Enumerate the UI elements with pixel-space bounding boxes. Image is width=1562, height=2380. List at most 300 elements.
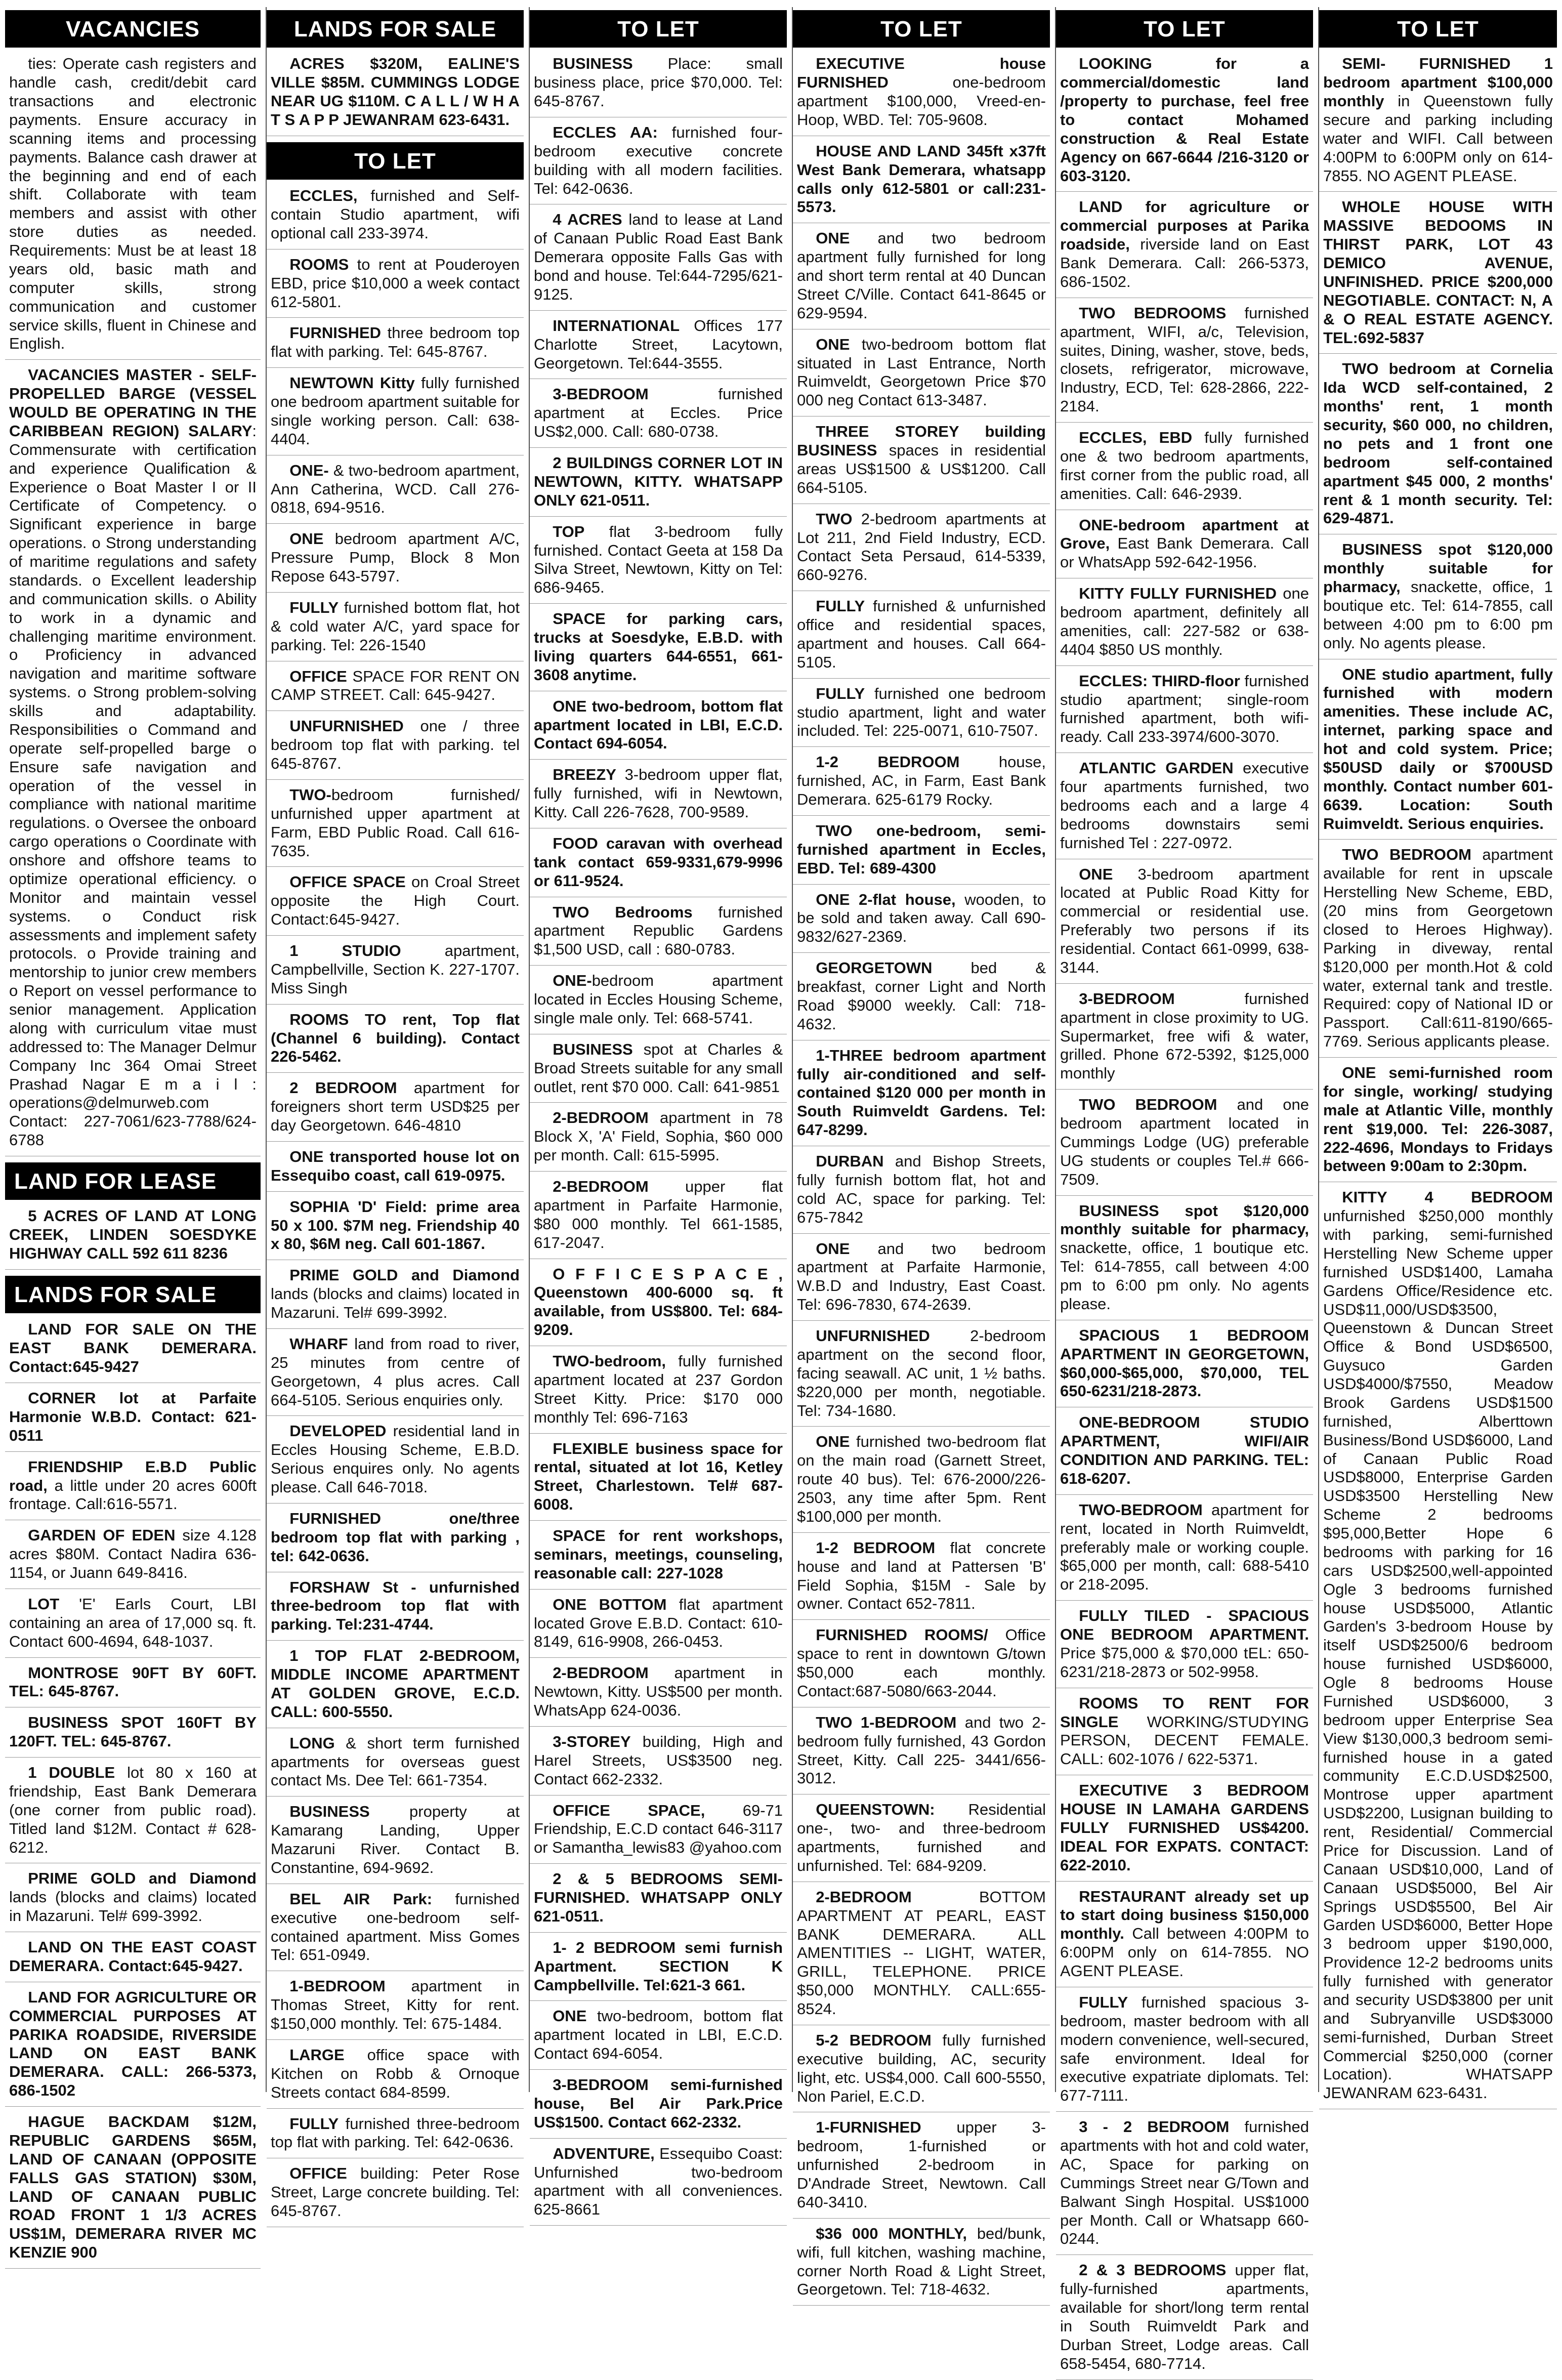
ad-body: apartment for rent, located in North Ruimveldt, preferably male or working couple. $65,000 per month, call: 688-5410 or 218-2095. <box>1060 1500 1309 1594</box>
classified-ad <box>5 2113 261 2269</box>
ad-body: lot 80 x 160 at friendship, East Bank Demerara (one corner from public road). Titled land $12M. Contact # 628-6212. <box>9 1764 257 1856</box>
ad-body: office space with Kitchen on Robb & Ornoque Streets contact 684-8599. <box>271 2045 520 2101</box>
ad-body: snackette, office, 1 boutique etc. Tel: 614-7855, call between 4:00 pm to 6:00 pm only. No agents please. <box>1060 1239 1309 1313</box>
ad-lead: 5-2 BEDROOM <box>816 2031 932 2049</box>
classified-ad <box>530 523 787 604</box>
ad-lead: KITTY 4 BEDROOM <box>1342 1188 1553 1206</box>
ad-lead: EXECUTIVE house FURNISHED <box>797 55 1046 92</box>
classified-ad <box>793 822 1050 885</box>
classified-ad <box>1056 759 1313 859</box>
classified-ad <box>793 229 1050 329</box>
ad-lead: WHOLE HOUSE WITH MASSIVE BEDOOMS IN THIRST PARK, LOT 43 DEMICO AVENUE, UNFINISHED. PRICE $200,000 NEGOTIABLE. CONTACT: N, A & O REAL ESTATE AGENCY. TEL:692-5837 <box>1323 198 1553 347</box>
classified-ad <box>5 1526 261 1589</box>
ad-body: Office space to rent in downtown G/town $50,000 each monthly. Contact:687-5080/663-2044. <box>797 1626 1046 1700</box>
classified-ad <box>793 1626 1050 1707</box>
ad-lead: 1-BEDROOM <box>289 1977 386 1995</box>
ad-lead: FULLY <box>816 684 865 702</box>
classified-ad <box>793 1801 1050 1882</box>
classified-ad <box>793 959 1050 1040</box>
classified-ad <box>267 530 524 593</box>
ad-body: apartment for foreigners short term USD$25 per day Georgetown. 646-4810 <box>271 1079 520 1135</box>
classified-ad <box>5 1320 261 1383</box>
classified-ad <box>530 2007 787 2070</box>
ad-body: 2-bedroom apartments at Lot 211, 2nd Field Industry, ECD. Contact Seta Persaud, 614-5339, 660-9276. <box>797 510 1046 584</box>
ad-lead: INTERNATIONAL <box>553 316 680 335</box>
classified-ad <box>5 1207 261 1270</box>
ad-lead: 4 ACRES <box>553 211 622 229</box>
ad-body: size 4.128 acres $80M. Contact Nadira 636-1154, or Juann 649-8416. <box>9 1526 257 1582</box>
ad-lead: FULLY <box>816 597 865 615</box>
ad-body: Residential one-, two- and three-bedroom apartments, furnished and unfurnished. Tel: 684-9209. <box>797 1801 1046 1874</box>
ad-lead: ATLANTIC GARDEN <box>1079 759 1234 777</box>
classified-ad <box>793 55 1050 136</box>
ad-body: 69-71 Friendship, E.C.D contact 646-3117 or Samantha_lewis83 @yahoo.com <box>534 1801 783 1857</box>
classified-ad <box>530 1939 787 2001</box>
column-3 <box>529 7 787 2219</box>
ad-lead: TOP <box>553 522 585 540</box>
ad-lead: TWO <box>816 510 853 528</box>
classified-ad <box>793 597 1050 679</box>
classified-ad <box>793 1152 1050 1234</box>
ad-lead: PRIME GOLD and Diamond <box>28 1869 257 1888</box>
section-header: TO LET <box>1319 10 1557 48</box>
ad-lead: TWO BEDROOM <box>1342 846 1471 864</box>
ad-lead: FULLY <box>289 2114 339 2133</box>
section-header: TO LET <box>793 10 1050 48</box>
ad-lead: BUSINESS <box>289 1803 370 1821</box>
ad-body: and Bishop Streets, fully furnish bottom flat, hot and cold AC, space for parking. Tel: 675-7842 <box>797 1152 1046 1226</box>
ad-lead: ECCLES, <box>289 187 358 205</box>
ad-lead: SPACE for parking cars, trucks at Soesdyke, E.B.D. with living quarters 644-6551, 661-3608 anytime. <box>534 610 783 684</box>
classified-ad <box>530 1040 787 1103</box>
ad-lead: 3-BEDROOM <box>1079 989 1175 1008</box>
ad-body: furnished apartments with hot and cold water, AC, Space for parking on Cummings Street near G/Town and Balwant Singh Hospital. US$1000 per Month. Call or Whatsapp 660-0244. <box>1060 2118 1310 2248</box>
ad-lead: BUSINESS spot $120,000 monthly suitable for pharmacy, <box>1060 1201 1309 1238</box>
ad-body: Essequibo Coast: Unfurnished two-bedroom apartment with all conveniences. 625-8661 <box>534 2144 783 2219</box>
classified-ad <box>5 366 261 1156</box>
classified-ad <box>1319 846 1557 1058</box>
ad-lead: SEMI- FURNISHED 1 bedroom apartment $100,000 monthly <box>1323 55 1553 110</box>
ad-lead: RESTAURANT already set up to start doing business $150,000 monthly. <box>1060 1887 1309 1943</box>
ad-lead: HAGUE BACKDAM $12M, REPUBLIC GARDENS $65M, LAND OF CANAAN (OPPOSITE FALLS GAS STATION) $30M, LAND OF CANAAN PUBLIC ROAD FRONT 1 1/3 ACRES US$1M, DEMERARA RIVER MC KENZIE 900 <box>9 2113 257 2262</box>
ad-body: two-bedroom bottom flat situated in Last Entrance, North Ruimveldt, Georgetown Price $70 000 neg Contact 613-3487. <box>797 335 1046 409</box>
classified-ad <box>267 1890 524 1972</box>
classified-ad <box>793 336 1050 417</box>
classified-ad <box>1319 198 1557 354</box>
classified-ad <box>1319 540 1557 659</box>
ad-body: Call between 4:00PM to 6:00PM only on 614-7855. NO AGENT PLEASE. <box>1060 1925 1309 1980</box>
classified-ad <box>1319 1064 1557 1182</box>
classified-ad <box>1056 672 1313 754</box>
ad-lead: FURNISHED one/three bedroom top flat with parking , tel: 642-0636. <box>271 1509 520 1565</box>
ad-lead: BUSINESS spot $120,000 monthly suitable for pharmacy, <box>1323 540 1553 596</box>
ad-lead: TWO BEDROOM <box>1079 1096 1217 1114</box>
classified-ad <box>1056 2261 1313 2379</box>
classified-ad <box>530 1178 787 1259</box>
ad-body: furnished apartment Republic Gardens $1,500 USD, call : 680-0783. <box>534 903 783 958</box>
ad-body: to rent at Pouderoyen EBD, price $10,000 a week contact 612-5801. <box>271 255 520 311</box>
ad-lead: ADVENTURE, <box>553 2144 655 2162</box>
ad-lead: NEWTOWN Kitty <box>289 374 415 392</box>
classified-ad <box>1056 516 1313 579</box>
ad-body: spot at Charles & Broad Streets suitable for any small outlet, rent $70 000. Call: 641-9851 <box>534 1040 783 1096</box>
classified-ad <box>793 753 1050 816</box>
ad-lead: OFFICE <box>289 667 347 685</box>
ad-body: bed/bunk, wifi, full kitchen, washing machine, corner North Road & Light Street, Georgetown. Tel: 718-4632. <box>797 2224 1046 2299</box>
classified-ad <box>793 1539 1050 1620</box>
section-header: TO LET <box>1056 10 1313 48</box>
ad-lead: TWO-bedroom, <box>553 1352 666 1370</box>
ad-body: fully furnished one bedroom apartment suitable for single working person. Call: 638-4404. <box>271 374 520 448</box>
ad-body: and two 2-bedroom fully furnished, 43 Gordon Street, Kitty. Call 225- 3441/656-3012. <box>797 1713 1046 1787</box>
ad-lead: 2-BEDROOM <box>816 1888 912 1906</box>
ad-body: furnished studio apartment; single-room furnished apartment, both wifi-ready. Call 233-3974/600-3070. <box>1060 672 1309 746</box>
classified-ad <box>1056 1993 1313 2112</box>
ad-lead: 2 & 3 BEDROOMS <box>1079 2261 1227 2279</box>
classified-ad <box>1056 584 1313 666</box>
ad-lead: 1 DOUBLE <box>28 1764 115 1782</box>
ad-lead: ONE 2-flat house, <box>816 890 956 908</box>
ad-body: apartment available for rent in upscale Herstelling New Scheme, EBD, (20 mins from Georgetown closed to Heroes Highway). Parking in diveway, rental $120,000 per month.Hot & cold water, external tank and trestle. Required: copy of National ID or Passport. Call:611-8190/665-7769. Serious applicants please. <box>1323 846 1553 1051</box>
ad-body: bed & breakfast, corner Light and North Road $9000 weekly. Call: 718-4632. <box>797 959 1046 1033</box>
classified-ad <box>793 2031 1050 2113</box>
ad-body: furnished three-bedroom top flat with parking. Tel: 642-0636. <box>271 2114 520 2151</box>
classified-ad <box>530 766 787 828</box>
ad-body: snackette, office, 1 boutique etc. Tel: 614-7855, call between 4:00 pm to 6:00 pm only. No agents please. <box>1323 578 1553 652</box>
classified-ad <box>5 1988 261 2107</box>
ad-body: 3-bedroom apartment located at Public Road Kitty for commercial or residential use. Preferably two persons if its residential. Contact 661-0999, 638-3144. <box>1060 865 1309 976</box>
ad-lead: GARDEN OF EDEN <box>28 1526 176 1544</box>
ad-lead: FURNISHED ROOMS/ <box>816 1626 988 1644</box>
ad-lead: BUSINESS SPOT 160FT BY 120FT. TEL: 645-8767. <box>9 1714 257 1750</box>
ad-lead: TWO BEDROOMS <box>1079 304 1227 322</box>
classified-ad <box>530 903 787 966</box>
ad-lead: PRIME GOLD and Diamond <box>289 1266 520 1284</box>
ad-lead: 2-BEDROOM <box>553 1178 649 1196</box>
classified-ad <box>1056 1694 1313 1776</box>
ad-lead: BUSINESS <box>553 55 633 73</box>
ad-body: East Bank Demerara. Call or WhatsApp 592-642-1956. <box>1060 534 1309 571</box>
classified-ad <box>793 2118 1050 2218</box>
classified-ad <box>530 1265 787 1347</box>
classified-ad <box>267 2046 524 2109</box>
ad-body: SPACE FOR RENT ON CAMP STREET. Call: 645-9427. <box>271 667 520 704</box>
classified-ad <box>530 2076 787 2139</box>
ad-lead: SOPHIA 'D' Field: prime area 50 x 100. $7M neg. Friendship 40 x 80, $6M neg. Call 601-1867. <box>271 1197 520 1253</box>
classified-ad <box>530 834 787 897</box>
ad-lead: LOT <box>28 1595 60 1613</box>
ad-body: Place: small business place, price $70,000. Tel: 645-8767. <box>534 55 783 110</box>
classified-ad <box>267 462 524 524</box>
ad-lead: ONE BOTTOM <box>553 1595 667 1613</box>
classified-ad <box>793 142 1050 224</box>
ad-body: flat concrete house and land at Pattersen 'B' Field Sophia, $15M - Sale by owner. Contact 652-7811. <box>797 1538 1046 1613</box>
classified-ad <box>1056 429 1313 510</box>
classified-ad <box>5 1595 261 1658</box>
classified-ad <box>267 1198 524 1261</box>
ad-body: furnished four-bedroom executive concrete building with all modern facilities. Tel: 642-0636. <box>534 123 783 197</box>
ad-body: : Commensurate with certification and experience Qualification & Experience o Boat Master I or II Certificate of Competency. o Significant experience in barge operations. o Strong understanding of maritime regulations and safety standards. o Excellent leadership and communication skills. o Ability to work in a dynamic and challenging maritime environment. o Proficiency in advanced navigation and maritime software systems. o Strong problem-solving skills and adaptability. Responsibilities o Command and operate self-propelled barge o Ensure safe navigation and operation of the vessel in compliance with national maritime regulations. o Oversee the onboard cargo operations o Coordinate with onshore and offshore teams to optimize operational efficiency. o Monitor and maintain vessel systems. o Conduct risk assessments and implement safety protocols. o Provide training and mentorship to junior crew members o Report on vessel performance to senior management. Application along with curriculum vitae must addressed to: The Manager Delmur Company Inc 364 Omai Street Prashad Nagar E m a i l : operations@delmurweb.com Contact: 227-7061/623-7788/624-6788 <box>9 422 257 1149</box>
ad-lead: ACRES $320M, EALINE'S VILLE $85M. CUMMINGS LODGE NEAR UG $110M. C A L L / W H A T S A P P JEWANRAM 623-6431. <box>271 55 520 129</box>
ad-body: WORKING/STUDYING PERSON, DECENT FEMALE. CALL: 602-1076 / 622-5371. <box>1060 1713 1309 1768</box>
ad-lead: FORSHAW St - unfurnished three-bedroom top flat with parking. Tel:231-4744. <box>271 1578 520 1634</box>
ad-lead: SPACIOUS 1 BEDROOM APARTMENT IN GEORGETOWN, $60,000-$65,000, $70,000, TEL 650-6231/218-2873. <box>1060 1326 1309 1400</box>
ad-body: Price $75,000 & $70,000 tEL: 650-6231/218-2873 or 502-9958. <box>1060 1644 1309 1681</box>
column-5 <box>1055 7 1313 2372</box>
ad-lead: DURBAN <box>816 1152 884 1171</box>
ad-body: 'E' Earls Court, LBI containing an area of 17,000 sq. ft. Contact 600-4694, 648-1037. <box>9 1595 257 1650</box>
ad-body: one / three bedroom top flat with parking. tel 645-8767. <box>271 717 520 773</box>
ad-lead: SPACE for rent workshops, seminars, meetings, counseling, reasonable call: 227-1028 <box>534 1527 783 1582</box>
ad-body: one bedroom apartment, definitely all amenities, call: 227-582 or 638-4404 $850 US monthly. <box>1060 584 1309 658</box>
classified-ad <box>793 423 1050 504</box>
classified-ad <box>1056 1096 1313 1195</box>
section-header: TO LET <box>267 142 524 180</box>
ad-lead: TWO Bedrooms <box>553 903 693 921</box>
ad-body: ties: Operate cash registers and handle cash, credit/debit card transactions and electronic payments. Ensure accuracy in scanning items and processing payments. Balance cash drawer at the beginning and end of each shift. Collaborate with team members and assist with other store duties as needed. Requirements: Must be at least 18 years old, basic math and computer skills, strong communication and customer service skills, fluent in Chinese and English. <box>9 55 257 353</box>
classified-ad <box>530 610 787 691</box>
classified-ad <box>5 1938 261 1982</box>
ad-body: furnished bottom flat, hot & cold water A/C, yard space for parking. Tel: 226-1540 <box>271 598 520 654</box>
ad-body: upper flat apartment in Parfaite Harmonie, $80 000 monthly. Tel 661-1585, 617-2047. <box>534 1178 783 1251</box>
ad-lead: FLEXIBLE business space for rental, situated at lot 16, Ketley Street, Charlestown. Tel# 687-6008. <box>534 1439 783 1514</box>
classified-ad <box>5 1389 261 1452</box>
ad-lead: 3-BEDROOM <box>553 385 649 403</box>
ad-lead: 3-BEDROOM semi-furnished house, Bel Air Park.Price US$1500. Contact 662-2332. <box>534 2076 783 2131</box>
classified-ad <box>530 55 787 117</box>
classified-ad <box>267 1422 524 1504</box>
section-header: LANDS FOR SALE <box>267 10 524 48</box>
ad-lead: OFFICE SPACE <box>289 873 406 891</box>
ad-lead: FURNISHED <box>289 324 382 342</box>
ad-lead: ONE studio apartment, fully furnished with modern amenities. These include AC, internet, parking space and hot and cold system. Price; $50USD daily or $700USD monthly. Contact number 601-6639. Location: South Ruimveldt. Serious enquiries. <box>1323 665 1553 832</box>
ad-body: building, High and Harel Streets, US$3500 neg. Contact 662-2332. <box>534 1732 783 1788</box>
classified-ad <box>793 1327 1050 1427</box>
ad-lead: UNFURNISHED <box>816 1327 930 1345</box>
ad-body: furnished executive one-bedroom self-contained apartment. Miss Gomes Tel: 651-0949. <box>271 1890 520 1964</box>
classified-ad <box>1319 1188 1557 2109</box>
classified-ad <box>1056 1781 1313 1881</box>
ad-lead: LAND ON THE EAST COAST DEMERARA. Contact:645-9427. <box>9 1938 257 1975</box>
ad-body: furnished apartment, WIFI, a/c, Television, suites, Dining, washer, stove, beds, closets, refrigerator, microwave, Industry, ECD, Tel: 628-2866, 222-2184. <box>1060 304 1309 415</box>
ad-lead: ONE <box>553 2007 587 2025</box>
ad-body: & two-bedroom apartment, Ann Catherina, WCD. Call 276-0818, 694-9516. <box>271 461 520 517</box>
ad-lead: 1-FURNISHED <box>816 2118 921 2137</box>
ad-body: riverside land on East Bank Demerara. Call: 266-5373, 686-1502. <box>1060 235 1309 290</box>
ad-lead: BEL AIR Park: <box>289 1890 433 1908</box>
ad-lead: TWO bedroom at Cornelia Ida WCD self-contained, 2 months' rent, 1 month security, $60 000, no children, no pets and 1 front one bedroom self-contained apartment $45 000, 2 months' rent & 1 month security. Tel: 629-4871. <box>1323 360 1553 527</box>
ad-lead: ONE <box>816 1239 850 1258</box>
ad-lead: $36 000 MONTHLY, <box>816 2224 967 2242</box>
ad-lead: OFFICE <box>289 2164 347 2183</box>
ad-body: unfurnished $250,000 monthly with parking, semi-furnished Herstelling New Scheme upper furnished USD$1400, Lamaha Gardens Office/Residence etc. USD$11,000/USD$3500, Queenstown & Duncan Street Office & Bond USD$6500, Guysuco Garden USD$4000/$7550, Meadow Brook Gardens USD$1500 furnished, Alberttown Business/Bond USD$6000, Land of Canaan Public Road USD$8000, Enterprise Garden USD$3500 Herstelling New Scheme 2 bedrooms $95,000,Better Hope 6 bedrooms with parking for 16 cars USD$2500,well-appointed Ogle 3 bedrooms furnished house USD$5000, Atlantic Garden's 3-bedroom House by itself USD$2500/6 bedroom house furnished USD$6000, Ogle 8 bedrooms House Furnished USD$6000, 3 bedroom upper Enterprise Sea View $130,000,3 bedroom semi-furnished house in a gated community E.C.D.USD$2500, Montrose upper apartment USD$2200, Lusignan building to rent, Residential/ Commercial Price for Discussion. Land of Canaan USD$10,000, Land of Canaan USD$5000, Bel Air Springs USD$5500, Bel Air Garden USD$6000, Better Hope 3 bedroom upper $190,000, Providence 12-2 bedrooms units fully furnished with generator and security USD$3800 per unit and Subryanville USD$3000 semi-furnished, Durban Street Commercial $250,000 (corner Location). WHATSAPP JEWANRAM 623-6431. <box>1323 1207 1553 2102</box>
ad-lead: ONE-BEDROOM STUDIO APARTMENT, WIFI/AIR CONDITION AND PARKING. TEL: 618-6207. <box>1060 1413 1309 1487</box>
classified-ad <box>1056 304 1313 423</box>
ad-body: lands (blocks and claims) located in Mazaruni. Tel# 699-3992. <box>9 1888 257 1925</box>
ad-lead: VACANCIES MASTER - SELF-PROPELLED BARGE (VESSEL WOULD BE OPERATING IN THE CARIBBEAN REGION) SALARY <box>9 366 257 440</box>
classified-ad <box>267 1647 524 1728</box>
classified-ad <box>530 1352 787 1434</box>
ad-lead: CORNER lot at Parfaite Harmonie W.B.D. Contact: 621-0511 <box>9 1389 257 1444</box>
classified-ad <box>530 1870 787 1933</box>
classified-ad <box>530 1440 787 1521</box>
classified-ad <box>267 256 524 318</box>
ad-body: furnished and Self-contain Studio apartment, wifi optional call 233-3974. <box>271 187 520 242</box>
classified-ad <box>1056 1607 1313 1688</box>
ad-body: bedroom apartment located in Eccles Housing Scheme, single male only. Tel: 668-5741. <box>534 972 783 1027</box>
classified-ad <box>530 1664 787 1727</box>
ad-body: & short term furnished apartments for overseas guest contact Ms. Dee Tel: 661-7354. <box>271 1734 520 1789</box>
classified-ad <box>530 317 787 380</box>
ad-lead: 1- 2 BEDROOM semi furnish Apartment. SECTION K Campbellville. Tel:621-3 661. <box>534 1938 783 1994</box>
ad-body: and two bedroom apartment at Parfaite Harmonie, W.B.D and Industry, East Coast. Tel: 696-7830, 674-2639. <box>797 1239 1046 1314</box>
ad-lead: TWO 1-BEDROOM <box>816 1713 957 1731</box>
ad-lead: FULLY <box>289 598 339 616</box>
classified-ad <box>267 374 524 455</box>
ad-lead: TWO-BEDROOM <box>1079 1500 1203 1519</box>
classified-ad <box>1056 990 1313 1090</box>
ad-lead: ONE <box>816 229 850 247</box>
classified-ad <box>530 1802 787 1864</box>
classified-ad <box>267 55 524 136</box>
classified-ad <box>530 1596 787 1658</box>
ad-lead: MONTROSE 90FT BY 60FT. TEL: 645-8767. <box>9 1663 257 1700</box>
ad-lead: HOUSE AND LAND 345ft x37ft West Bank Demerara, whatsapp calls only 612-5801 or call:231-5573. <box>797 142 1046 216</box>
classified-ad <box>1056 1413 1313 1495</box>
classified-ad <box>793 2225 1050 2306</box>
ad-body: furnished apartment in close proximity to UG. Supermarket, free wifi & water, grilled. Phone 672-5392, $125,000 monthly <box>1060 989 1309 1082</box>
ad-body: two-bedroom, bottom flat apartment located in LBI, E.C.D. Contact 694-6054. <box>534 2007 783 2063</box>
ad-lead: WHARF <box>289 1334 348 1353</box>
ad-body: fully furnished apartment located at 237 Gordon Street Kitty. Price: $170 000 monthly Tel: 696-7163 <box>534 1352 783 1426</box>
classified-ad <box>267 667 524 712</box>
ad-lead: FULLY TILED - SPACIOUS ONE BEDROOM APARTMENT. <box>1060 1607 1309 1644</box>
ad-body: bedroom furnished/ unfurnished upper apartment at Farm, EBD Public Road. Call 616-7635. <box>271 785 520 860</box>
classified-ad <box>1056 865 1313 984</box>
ad-body: land from road to river, 25 minutes from centre of Georgetown, 4 plus acres. Call 664-5105. Serious enquiries only. <box>271 1334 520 1409</box>
classified-ad <box>1056 1202 1313 1320</box>
classified-ad <box>793 1047 1050 1146</box>
ad-lead: ONE semi-furnished room for single, working/ studying male at Atlantic Ville, monthly rent $19,000. Tel: 226-3087, 222-4696, Mondays to Fridays between 9:00am to 2:30pm. <box>1323 1064 1553 1175</box>
classified-ad <box>267 2115 524 2159</box>
classified-ad <box>5 55 261 360</box>
ad-lead: OFFICE SPACE, <box>553 1801 705 1819</box>
ad-lead: 1 STUDIO <box>289 942 401 960</box>
ad-body: bedroom apartment A/C, Pressure Pump, Block 8 Mon Repose 643-5797. <box>271 530 520 586</box>
ad-lead: ONE transported house lot on Essequibo coast, call 619-0975. <box>271 1147 520 1184</box>
ad-body: upper 3-bedroom, 1-furnished or unfurnished 2-bedroom in D'Andrade Street, Newtown. Call 640-3410. <box>797 2118 1046 2211</box>
ad-lead: GEORGETOWN <box>816 959 933 977</box>
classified-ad <box>1056 55 1313 192</box>
column-1 <box>5 7 261 2262</box>
ad-lead: TWO one-bedroom, semi-furnished apartment in Eccles, EBD. Tel: 689-4300 <box>797 821 1046 877</box>
ad-body: 3-bedroom upper flat, fully furnished, wifi in Newtown, Kitty. Call 226-7628, 700-9589. <box>534 766 783 821</box>
classified-ad <box>267 324 524 368</box>
classified-ad <box>793 891 1050 953</box>
ad-body: lands (blocks and claims) located in Mazaruni. Tel# 699-3992. <box>271 1285 520 1322</box>
ad-lead: 2-BEDROOM <box>553 1664 649 1682</box>
ad-lead: ONE- <box>289 461 329 479</box>
column-2 <box>266 7 524 2220</box>
classified-ad <box>267 1079 524 1142</box>
section-header: LAND FOR LEASE <box>5 1162 261 1200</box>
classified-ad <box>530 211 787 310</box>
ad-body: furnished apartment at Eccles. Price US$2,000. Call: 680-0738. <box>534 385 783 441</box>
ad-body: house, furnished, AC, in Farm, East Bank Demerara. 625-6179 Rocky. <box>797 753 1046 809</box>
ad-lead: O F F I C E S P A C E , Queenstown 400-6000 sq. ft available, from US$800. Tel: 684-9209. <box>534 1265 783 1339</box>
ad-lead: TWO- <box>289 785 331 804</box>
ad-body: wooden, to be sold and taken away. Call 690-9832/627-2369. <box>797 890 1046 946</box>
ad-lead: ECCLES: THIRD-floor <box>1079 672 1240 690</box>
section-header: LANDS FOR SALE <box>5 1276 261 1313</box>
classified-ad <box>1056 1326 1313 1408</box>
ad-lead: LAND for agriculture or commercial purposes at Parika roadside, <box>1060 198 1309 254</box>
ad-lead: 2 BEDROOM <box>289 1079 397 1097</box>
classified-ad <box>267 1510 524 1572</box>
ad-lead: UNFURNISHED <box>289 717 404 735</box>
classified-ad <box>1056 2118 1313 2255</box>
classified-ad <box>5 1869 261 1932</box>
ad-lead: BUSINESS <box>553 1040 633 1058</box>
ad-lead: 2 & 5 BEDROOMS SEMI-FURNISHED. WHATSAPP ONLY 621-0511. <box>534 1870 783 1925</box>
ad-lead: ONE <box>1079 865 1113 883</box>
classified-ad <box>530 454 787 517</box>
classified-ad <box>267 786 524 867</box>
ad-lead: 3-STOREY <box>553 1732 631 1750</box>
classified-ad <box>267 942 524 1005</box>
ad-body: property at Kamarang Landing, Upper Mazaruni River. Contact B. Constantine, 694-9692. <box>271 1803 520 1876</box>
ad-body: flat 3-bedroom fully furnished. Contact Geeta at 158 Da Silva Street, Newtown, Kitty on Tel: 686-9465. <box>534 522 783 597</box>
ad-lead: FRIENDSHIP E.B.D Public road, <box>9 1457 257 1494</box>
ad-body: apartment in Thomas Street, Kitty for rent. $150,000 monthly. Tel: 675-1484. <box>271 1977 520 2033</box>
ad-body: fully furnished one & two bedroom apartments, first corner from the public road, all amenities. Call: 646-2939. <box>1060 429 1309 503</box>
classified-ad <box>267 1977 524 2040</box>
ad-lead: LAND FOR AGRICULTURE OR COMMERCIAL PURPOSES AT PARIKA ROADSIDE, RIVERSIDE LAND ON EAST BANK DEMERARA. CALL: 266-5373, 686-1502 <box>9 1988 257 2100</box>
ad-lead: ECCLES AA: <box>553 123 658 141</box>
column-4 <box>792 7 1050 2299</box>
ad-body: furnished spacious 3-bedroom, master bedroom with all modern convenience, well-secured, safe environment. Ideal for executive expatriate diplomats. Tel: 677-7111. <box>1060 1993 1309 2105</box>
classified-ad <box>267 717 524 780</box>
classified-ad <box>530 1527 787 1590</box>
classified-ad <box>793 685 1050 747</box>
ad-body: executive four apartments furnished, two bedrooms each and a large 4 bedrooms downstairs semi furnished Tel : 227-0972. <box>1060 759 1310 852</box>
classified-ad <box>530 385 787 448</box>
classified-ad <box>267 1011 524 1073</box>
ad-lead: FOOD caravan with overhead tank contact 659-9331,679-9996 or 611-9524. <box>534 834 783 890</box>
ad-lead: LARGE <box>289 2045 345 2064</box>
ad-body: spaces in residential areas US$1500 & US$1200. Call 664-5105. <box>797 441 1046 496</box>
classified-ad <box>267 873 524 936</box>
ad-lead: LAND FOR SALE ON THE EAST BANK DEMERARA. Contact:645-9427 <box>9 1320 257 1376</box>
ad-lead: 2-BEDROOM <box>553 1109 649 1127</box>
classified-ad <box>530 2145 787 2226</box>
ad-lead: ONE two-bedroom, bottom flat apartment located in LBI, E.C.D. Contact 694-6054. <box>534 697 783 753</box>
ad-body: in Queenstown fully secure and parking including water and WIFI. Call between 4:00PM to 6:00PM only on 614-7855. NO AGENT PLEASE. <box>1323 92 1553 185</box>
ad-lead: FULLY <box>1079 1993 1128 2011</box>
ad-body: 2-bedroom apartment on the second floor, facing seawall. AC unit, 1 ½ baths. $220,000 per month, negotiable. Tel: 734-1680. <box>797 1327 1046 1419</box>
ad-body: and two bedroom apartment fully furnished for long and short term rental at 40 Duncan Street C/Ville. Contact 641-8645 or 629-9594. <box>797 229 1046 322</box>
classified-ad <box>267 187 524 249</box>
classified-ad <box>267 1803 524 1884</box>
classified-ad <box>1319 665 1557 840</box>
classified-ad <box>1056 1888 1313 1987</box>
classified-ad <box>267 1335 524 1416</box>
classified-ad <box>5 1764 261 1863</box>
ad-lead: ONE-bedroom apartment at Grove, <box>1060 516 1309 553</box>
ad-body: fully furnished executive building, AC, security light, etc. US$4,000. Call 600-5550, Non Pariel, E.C.D. <box>797 2031 1046 2105</box>
section-header: TO LET <box>530 10 787 48</box>
ad-body: a little under 20 acres 600ft frontage. Call:616-5571. <box>9 1476 257 1513</box>
